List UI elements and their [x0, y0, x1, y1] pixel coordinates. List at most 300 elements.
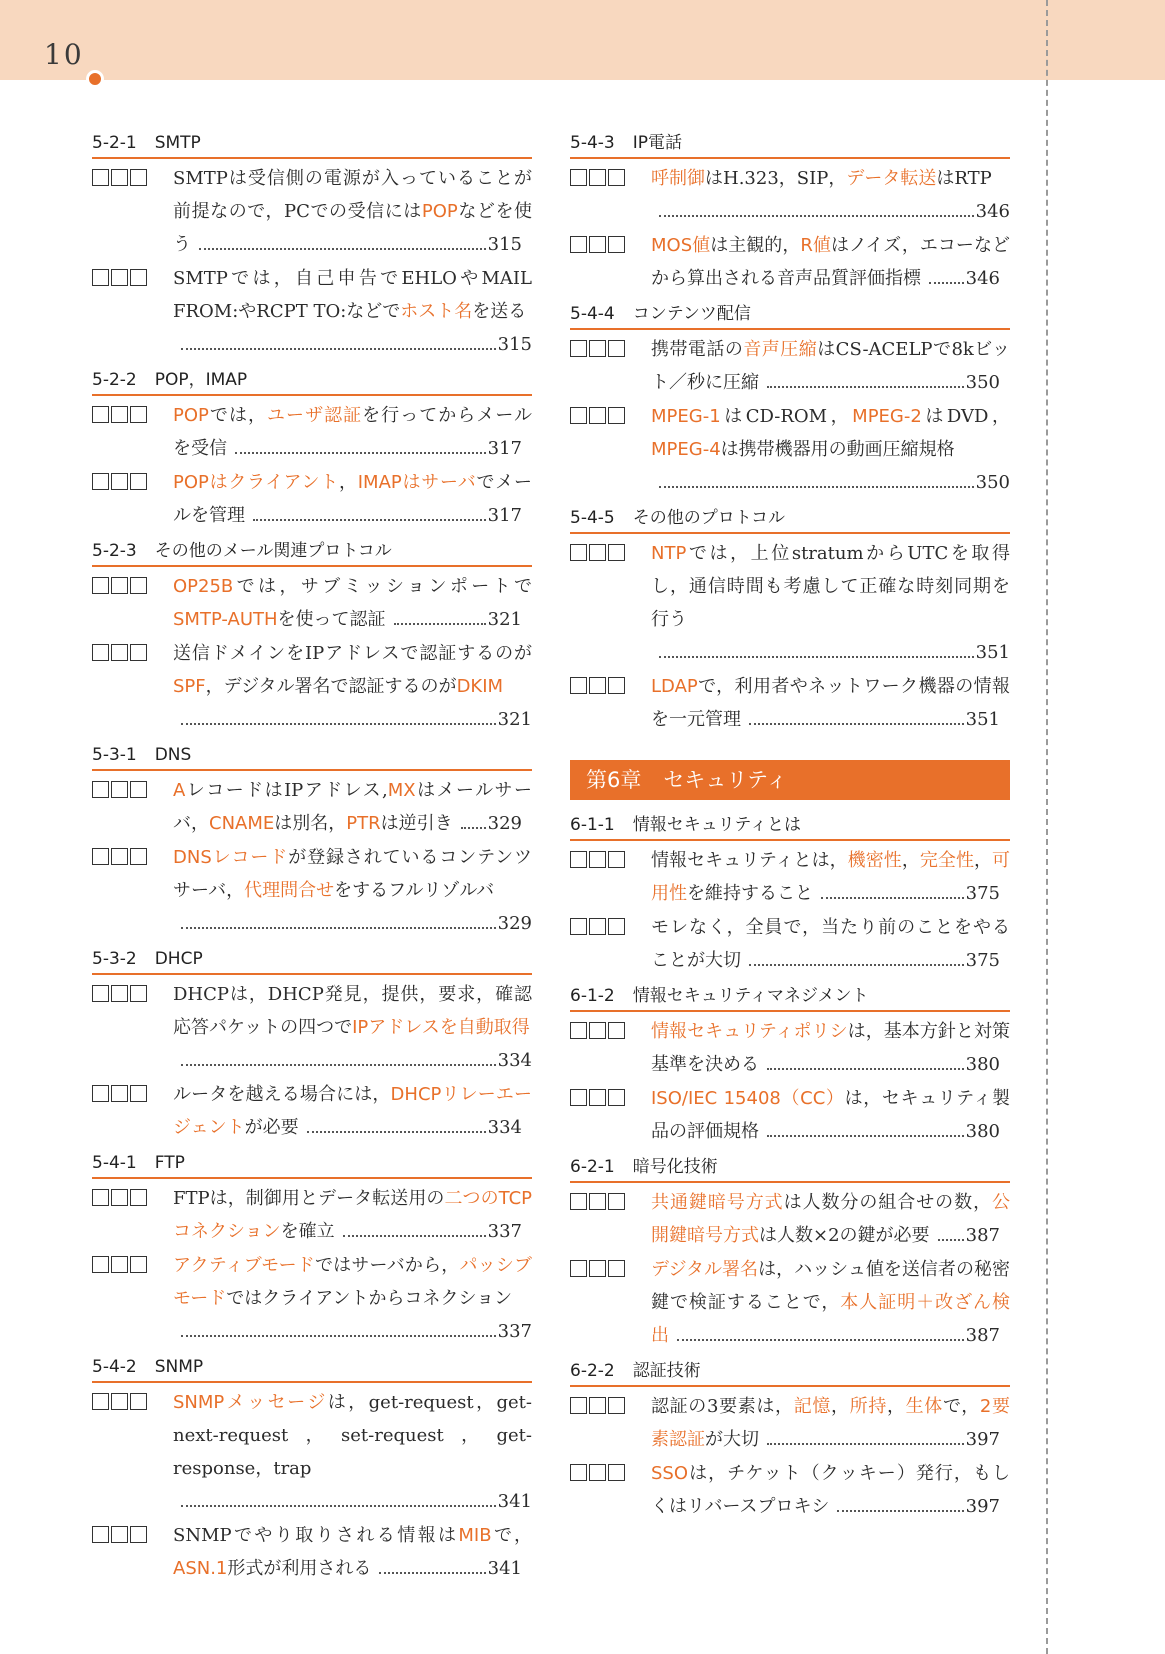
checkbox[interactable]: [111, 1393, 128, 1410]
leader-dots: [181, 1335, 496, 1337]
checklist-item: [570, 1253, 1010, 1352]
item-text: [173, 399, 532, 465]
section-title: DHCP: [154, 949, 203, 969]
item-text: [651, 911, 1010, 977]
review-checkboxes: [92, 1085, 147, 1102]
page-reference: [651, 636, 1010, 669]
key-term: ASN.1: [173, 1558, 228, 1579]
key-term: A: [173, 780, 186, 801]
review-checkboxes: [570, 1260, 625, 1277]
leader-dots: [677, 1339, 964, 1341]
item-text: [651, 333, 1010, 399]
leader-dots: [837, 1510, 963, 1512]
checkbox[interactable]: [92, 406, 109, 423]
key-term: 二つのTCPコネクション: [173, 1188, 532, 1242]
key-term: MIB: [458, 1525, 492, 1546]
text-run: はRTP: [936, 168, 992, 189]
section: [570, 303, 1010, 499]
checkbox[interactable]: [92, 644, 109, 661]
checklist-item: [92, 570, 532, 636]
item-text: [173, 637, 532, 703]
section-heading: [92, 369, 532, 396]
review-checkboxes: [570, 851, 625, 868]
page-ref-number: 375: [965, 883, 1000, 904]
section-heading: [92, 1356, 532, 1383]
checkbox[interactable]: [589, 1193, 606, 1210]
checkbox[interactable]: [111, 1189, 128, 1206]
section-code: 6-2-1: [570, 1157, 615, 1177]
checkbox[interactable]: [92, 169, 109, 186]
checkbox[interactable]: [608, 1022, 625, 1039]
checkbox[interactable]: [570, 1464, 587, 1481]
page-reference: [173, 1485, 532, 1518]
section-heading: [570, 814, 1010, 841]
text-run: はH.323，SIP，: [705, 168, 847, 189]
checklist-item: [570, 1082, 1010, 1148]
section: [92, 369, 532, 532]
leader-dots: [235, 452, 486, 454]
leader-dots: [181, 927, 496, 929]
checkbox[interactable]: [130, 577, 147, 594]
page-ref-number: 387: [965, 1225, 1000, 1246]
checkbox[interactable]: [111, 473, 128, 490]
right-sections-a: [570, 132, 1010, 736]
text-run: が大切: [705, 1429, 759, 1450]
item-text: [173, 466, 532, 532]
checkbox[interactable]: [570, 1397, 587, 1414]
section-code: 5-4-1: [92, 1153, 137, 1173]
checkbox[interactable]: [92, 1526, 109, 1543]
checkbox[interactable]: [589, 544, 606, 561]
page-reference: [173, 1315, 532, 1348]
section-heading: [92, 540, 532, 567]
checkbox[interactable]: [111, 406, 128, 423]
section-heading: [570, 132, 1010, 159]
text-run: は別名，: [274, 813, 347, 834]
checklist-item: [570, 844, 1010, 910]
checkbox[interactable]: [608, 1397, 625, 1414]
key-term: POP: [173, 405, 209, 426]
checkbox[interactable]: [570, 544, 587, 561]
section-title: 情報セキュリティとは: [632, 815, 802, 835]
review-checkboxes: [570, 407, 625, 424]
section-code: 5-4-5: [570, 508, 615, 528]
key-term: MPEG-1: [651, 406, 721, 427]
checkbox[interactable]: [92, 985, 109, 1002]
checkbox[interactable]: [92, 1256, 109, 1273]
checkbox[interactable]: [111, 169, 128, 186]
text-run: モレなく，全員で，当たり前のことをやることが大切: [651, 917, 1010, 971]
cut-line: [1046, 0, 1048, 1654]
text-run: レコードはIPアドレス,: [185, 780, 388, 801]
checklist-item: [570, 1457, 1010, 1523]
key-term: 情報セキュリティポリシ: [651, 1021, 848, 1042]
checkbox[interactable]: [130, 644, 147, 661]
key-term: アクティブモード: [173, 1255, 315, 1276]
item-text: [173, 1386, 532, 1485]
key-term: 本人証明＋改ざん検出: [651, 1292, 1011, 1346]
checkbox[interactable]: [570, 851, 587, 868]
key-term: MOS値: [651, 235, 711, 256]
item-text: [173, 841, 532, 907]
key-term: MPEG-4: [651, 439, 721, 460]
key-term: 2要素認証: [651, 1396, 1011, 1450]
checkbox[interactable]: [589, 236, 606, 253]
page-ref-number: 334: [497, 1050, 532, 1071]
review-checkboxes: [92, 1526, 147, 1543]
text-run: は，基本方針と対策基準を決める: [651, 1021, 1011, 1075]
checkbox[interactable]: [608, 407, 625, 424]
checkbox[interactable]: [130, 1256, 147, 1273]
item-text: [651, 1457, 1010, 1523]
page-reference: [651, 466, 1010, 499]
checkbox[interactable]: [570, 340, 587, 357]
checkbox[interactable]: [589, 1089, 606, 1106]
checklist-item: [92, 978, 532, 1077]
checkbox[interactable]: [608, 169, 625, 186]
key-term: ホスト名: [400, 301, 473, 322]
section-heading: [570, 1156, 1010, 1183]
text-run: で，: [491, 1525, 533, 1546]
checkbox[interactable]: [608, 1089, 625, 1106]
page-ref-number: 321: [497, 709, 532, 730]
checkbox[interactable]: [111, 848, 128, 865]
section-heading: [92, 744, 532, 771]
text-run: はDVD，: [921, 406, 1010, 427]
checkbox[interactable]: [130, 848, 147, 865]
checkbox[interactable]: [570, 1089, 587, 1106]
key-term: 完全性: [919, 850, 974, 871]
page-ref-number: 321: [487, 609, 522, 630]
leader-dots: [749, 723, 964, 725]
checkbox[interactable]: [111, 1256, 128, 1273]
item-text: [173, 570, 532, 636]
section: [92, 540, 532, 736]
section: [92, 132, 532, 361]
checkbox[interactable]: [589, 169, 606, 186]
checkbox[interactable]: [92, 1085, 109, 1102]
text-run: では，: [208, 405, 268, 426]
checkbox[interactable]: [92, 781, 109, 798]
checkbox[interactable]: [570, 1193, 587, 1210]
checkbox[interactable]: [92, 1393, 109, 1410]
checklist-item: [92, 841, 532, 940]
checklist-item: [92, 1078, 532, 1144]
text-run: ，: [974, 850, 993, 871]
checkbox[interactable]: [92, 1189, 109, 1206]
checklist-item: [92, 637, 532, 736]
text-run: を維持すること: [687, 883, 813, 904]
page-reference: [173, 1044, 532, 1077]
checkbox[interactable]: [589, 918, 606, 935]
text-run: ，: [901, 850, 920, 871]
checkbox[interactable]: [111, 577, 128, 594]
page-ref-number: 329: [487, 813, 522, 834]
item-text: [651, 1186, 1010, 1252]
section: [570, 507, 1010, 736]
checkbox[interactable]: [608, 340, 625, 357]
page-reference: [173, 703, 532, 736]
checkbox[interactable]: [130, 473, 147, 490]
section-title: POP，IMAP: [154, 370, 248, 390]
checkbox[interactable]: [130, 1085, 147, 1102]
page-ref-number: 380: [965, 1054, 1000, 1075]
checkbox[interactable]: [608, 1260, 625, 1277]
checkbox[interactable]: [111, 985, 128, 1002]
item-text: [651, 162, 1010, 195]
text-run: では，上位stratumからUTCを取得し，通信時間も考慮して正確な時刻同期を行う: [651, 543, 1010, 630]
review-checkboxes: [92, 644, 147, 661]
section: [570, 1360, 1010, 1523]
text-run: は，セキュリティ製品の評価規格: [651, 1088, 1010, 1142]
text-run: で，利用者やネットワーク機器の情報を一元管理: [651, 676, 1010, 730]
page-ref-number: 397: [965, 1429, 1000, 1450]
page-ref-number: 387: [965, 1325, 1000, 1346]
checkbox[interactable]: [589, 1022, 606, 1039]
checkbox[interactable]: [570, 236, 587, 253]
key-term: IPアドレスを自動取得: [352, 1017, 530, 1038]
review-checkboxes: [570, 169, 625, 186]
checkbox[interactable]: [589, 340, 606, 357]
item-text: [651, 537, 1010, 636]
key-term: 音声圧縮: [743, 339, 818, 360]
section-heading: [92, 132, 532, 159]
checkbox[interactable]: [130, 406, 147, 423]
section-title: コンテンツ配信: [632, 304, 751, 324]
section-title: SMTP: [154, 133, 201, 153]
checkbox[interactable]: [589, 1464, 606, 1481]
text-run: ルータを越える場合には，: [173, 1084, 391, 1105]
checkbox[interactable]: [111, 644, 128, 661]
review-checkboxes: [570, 918, 625, 935]
item-text: [651, 844, 1010, 910]
item-text: [651, 229, 1010, 295]
review-checkboxes: [92, 1189, 147, 1206]
checkbox[interactable]: [111, 269, 128, 286]
key-term: SPF: [173, 676, 206, 697]
checkbox[interactable]: [111, 781, 128, 798]
section-title: 情報セキュリティマネジメント: [632, 986, 869, 1006]
checkbox[interactable]: [589, 677, 606, 694]
checkbox[interactable]: [570, 407, 587, 424]
checkbox[interactable]: [92, 269, 109, 286]
leader-dots: [181, 1505, 496, 1507]
checkbox[interactable]: [130, 1526, 147, 1543]
review-checkboxes: [92, 985, 147, 1002]
section-title: その他のプロトコル: [632, 508, 786, 528]
section: [92, 1152, 532, 1348]
checkbox[interactable]: [130, 1189, 147, 1206]
page-ref-number: 337: [497, 1321, 532, 1342]
checkbox[interactable]: [608, 1464, 625, 1481]
key-term: SNMPメッセージ: [173, 1392, 328, 1413]
key-term: DHCPリレーエージェント: [173, 1084, 533, 1138]
checkbox[interactable]: [130, 985, 147, 1002]
review-checkboxes: [92, 169, 147, 186]
page-ref-number: 350: [975, 472, 1010, 493]
checkbox[interactable]: [111, 1085, 128, 1102]
text-run: 形式が利用される: [227, 1558, 372, 1579]
key-term: データ転送: [846, 168, 937, 189]
section-heading: [92, 1152, 532, 1179]
chapter-heading: [570, 760, 1010, 800]
leader-dots: [307, 1131, 486, 1133]
checkbox[interactable]: [589, 851, 606, 868]
page-ref-number: 317: [487, 438, 522, 459]
page-ref-number: 315: [487, 234, 522, 255]
chapter-title: セキュリティ: [663, 768, 788, 792]
text-run: ，: [886, 1396, 906, 1417]
review-checkboxes: [92, 848, 147, 865]
leader-dots: [767, 386, 964, 388]
checklist-item: [570, 400, 1010, 499]
section: [92, 948, 532, 1144]
text-run: はCS-ACELPで8kビット／秒に圧縮: [651, 339, 1011, 393]
page-ref-number: 375: [965, 950, 1000, 971]
text-run: ，: [338, 472, 358, 493]
section-code: 5-3-2: [92, 949, 137, 969]
item-text: [173, 262, 532, 328]
text-run: でメールを管理: [173, 472, 533, 526]
text-run: は人数×2の鍵が必要: [759, 1225, 930, 1246]
leader-dots: [461, 827, 486, 829]
page-ref-number: 380: [965, 1121, 1000, 1142]
checkbox[interactable]: [608, 1193, 625, 1210]
text-run: を確立: [280, 1221, 335, 1242]
text-run: ではクライアントからコネクション: [226, 1288, 513, 1309]
key-term: IMAPはサーバ: [357, 472, 477, 493]
review-checkboxes: [570, 1464, 625, 1481]
checkbox[interactable]: [130, 781, 147, 798]
key-term: ユーザ認証: [267, 405, 363, 426]
text-run: FTPは，制御用とデータ転送用の: [173, 1188, 445, 1209]
checkbox[interactable]: [608, 918, 625, 935]
page-reference: [173, 907, 532, 940]
page-reference: [651, 195, 1010, 228]
review-checkboxes: [570, 544, 625, 561]
item-text: [173, 774, 532, 840]
text-run: 認証の3要素は，: [651, 1396, 794, 1417]
checklist-item: [570, 229, 1010, 295]
text-run: ではサーバから，: [314, 1255, 460, 1276]
checkbox[interactable]: [608, 851, 625, 868]
text-run: で，: [942, 1396, 980, 1417]
page-reference: [173, 328, 532, 361]
key-term: 代理問合せ: [244, 880, 335, 901]
leader-dots: [181, 1064, 496, 1066]
text-run: などを使う: [173, 201, 533, 255]
checkbox[interactable]: [589, 1260, 606, 1277]
checkbox[interactable]: [570, 169, 587, 186]
text-run: ，デジタル署名で認証するのが: [205, 676, 457, 697]
checkbox[interactable]: [608, 677, 625, 694]
item-text: [173, 1519, 532, 1585]
checklist-item: [92, 162, 532, 261]
checkbox[interactable]: [589, 1397, 606, 1414]
right-column: [570, 132, 1010, 1531]
page-ref-number: 351: [975, 642, 1010, 663]
checkbox[interactable]: [92, 848, 109, 865]
key-term: 呼制御: [651, 168, 705, 189]
section: [570, 814, 1010, 977]
leader-dots: [181, 348, 496, 350]
review-checkboxes: [570, 340, 625, 357]
item-text: [651, 1082, 1010, 1148]
checklist-item: [92, 1519, 532, 1585]
checkbox[interactable]: [570, 1022, 587, 1039]
review-checkboxes: [92, 406, 147, 423]
checkbox[interactable]: [570, 918, 587, 935]
page-ref-number: 350: [965, 372, 1000, 393]
page-ref-number: 341: [497, 1491, 532, 1512]
section-code: 5-4-4: [570, 304, 615, 324]
checkbox[interactable]: [589, 407, 606, 424]
page-ref-number: 315: [497, 334, 532, 355]
checkbox[interactable]: [130, 169, 147, 186]
leader-dots: [343, 1235, 486, 1237]
leader-dots: [767, 1068, 964, 1070]
checklist-item: [92, 466, 532, 532]
section-title: 認証技術: [632, 1361, 701, 1381]
section-title: 暗号化技術: [632, 1157, 718, 1177]
text-run: を送る: [472, 301, 527, 322]
item-text: [173, 162, 532, 261]
key-term: MPEG-2: [852, 406, 922, 427]
text-run: 情報セキュリティとは，: [651, 850, 848, 871]
section-code: 6-1-2: [570, 986, 615, 1006]
checkbox[interactable]: [608, 236, 625, 253]
section-heading: [92, 948, 532, 975]
section-code: 5-2-3: [92, 541, 137, 561]
section-code: 6-2-2: [570, 1361, 615, 1381]
page-ref-number: 351: [965, 709, 1000, 730]
checklist-item: [92, 1386, 532, 1518]
checkbox[interactable]: [570, 677, 587, 694]
text-run: DHCPは，DHCP発見，提供，要求，確認応答パケットの四つで: [173, 984, 532, 1038]
review-checkboxes: [570, 1022, 625, 1039]
checkbox[interactable]: [608, 544, 625, 561]
header-band: [0, 0, 1165, 80]
text-run: が登録されているコンテンツサーバ，: [173, 847, 532, 901]
checklist-item: [92, 1249, 532, 1348]
checklist-item: [570, 162, 1010, 228]
checkbox[interactable]: [92, 473, 109, 490]
section-code: 5-2-2: [92, 370, 137, 390]
section-heading: [570, 985, 1010, 1012]
review-checkboxes: [92, 1393, 147, 1410]
checklist-item: [570, 1186, 1010, 1252]
review-checkboxes: [570, 1089, 625, 1106]
text-run: はノイズ，エコーなどから算出される音声品質評価指標: [651, 235, 1010, 289]
key-term: DKIM: [456, 676, 504, 697]
checklist-item: [570, 1390, 1010, 1456]
text-run: SNMPでやり取りされる情報は: [173, 1525, 459, 1546]
checkbox[interactable]: [130, 1393, 147, 1410]
checkbox[interactable]: [111, 1526, 128, 1543]
left-column: [92, 132, 532, 1593]
checkbox[interactable]: [92, 577, 109, 594]
section-code: 6-1-1: [570, 815, 615, 835]
leader-dots: [379, 1572, 485, 1574]
checkbox[interactable]: [570, 1260, 587, 1277]
key-term: SMTP-AUTH: [173, 609, 278, 630]
page-ref-number: 334: [487, 1117, 522, 1138]
text-run: SMTPでは，自己申告でEHLOやMAIL FROM:やRCPT TO:などで: [173, 268, 532, 322]
checkbox[interactable]: [130, 269, 147, 286]
leader-dots: [821, 897, 964, 899]
leader-dots: [938, 1239, 964, 1241]
key-term: DNSレコード: [173, 847, 289, 868]
